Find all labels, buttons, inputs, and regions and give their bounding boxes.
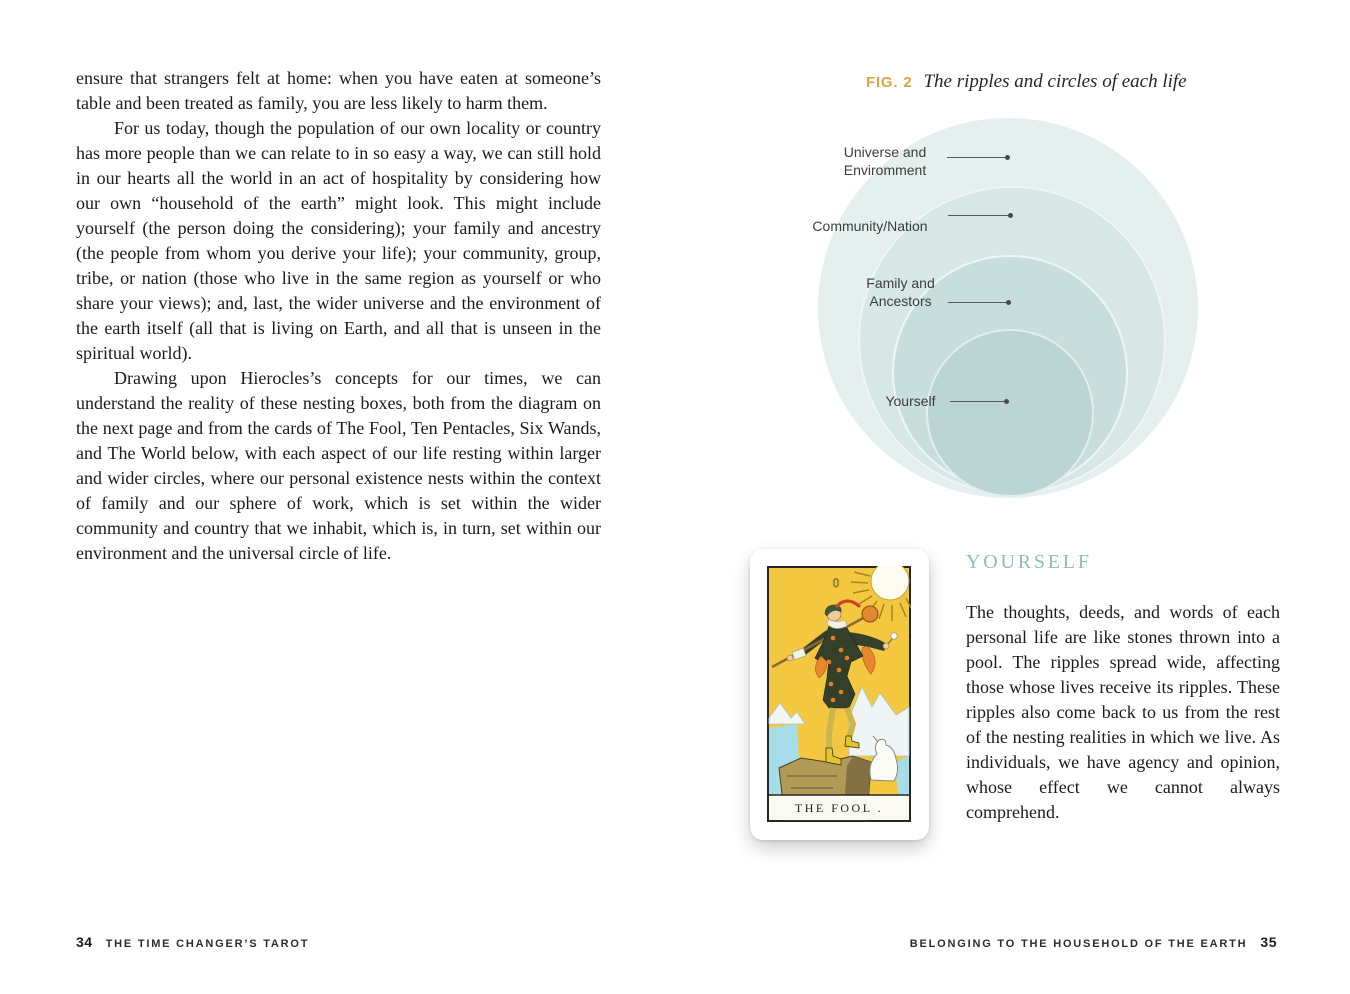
card-title: THE FOOL .: [794, 801, 884, 815]
connector-line: [948, 302, 1008, 303]
connector-dot: [1004, 399, 1009, 404]
label-line: Ancestors: [869, 293, 932, 309]
right-page-footer: [910, 934, 1277, 950]
body-paragraph: Drawing upon Hierocles’s concepts for our times, we can understand the reality of these nesting boxes, both from the diagram on the next page and from the cards of The Fool, Ten Pentacles, Six Wands, and The World below, with each aspect of our life resting within larger and wider circles, where our personal existence nests within the context of family and our sphere of work, which is set within the wider community and country that we inhabit, which is, in turn, set within our environment and the universal circle of life.: [76, 368, 601, 563]
page-number: 34: [76, 934, 93, 950]
body-paragraph: For us today, though the population of our own locality or country has more people than we can relate to in so easy a way, we can still hold in our hearts all the world in an act of hospitality by considering how our own “household of the earth” might look. This might include yourself (the person doing the considering); your family and ancestry (the people from whom you derive your life); your community, group, tribe, or nation (those who live in the same region as yourself or who share your views); and, last, the wider universe and the environment of the earth itself (all that is living on Earth, and all that is unseen in the spiritual world).: [76, 118, 601, 363]
connector-dot: [1006, 300, 1011, 305]
label-line: Universe and: [843, 144, 927, 160]
circle-yourself: [926, 329, 1094, 497]
section-heading: YOURSELF: [966, 551, 1092, 573]
connector-dot: [1008, 213, 1013, 218]
label-universe: [825, 143, 945, 179]
label-line: Family and: [866, 275, 935, 291]
label-family: [848, 274, 953, 310]
section-body: The thoughts, deeds, and words of each personal life are like stones thrown into a pool. The ripples spread wide, affecting those whose lives receive its ripples. These ripples also come back to us from the rest of the nesting realities in which we live. As individuals, we have agency and opinion, whose effect we cannot always comprehend.: [966, 602, 1280, 822]
card-numeral: 0: [832, 575, 840, 590]
body-paragraph: ensure that strangers felt at home: when you have eaten at someone’s table and been treated as family, you are less likely to harm them.: [76, 68, 601, 113]
figure-header: [866, 71, 1187, 93]
left-page-footer: [76, 934, 309, 950]
page-number: 35: [1260, 934, 1277, 950]
label-yourself: [878, 392, 943, 410]
connector-dot: [1005, 155, 1010, 160]
connector-line: [947, 157, 1007, 158]
figure-caption: The ripples and circles of each life: [923, 71, 1187, 92]
label-line: Yourself: [885, 393, 936, 409]
chapter-title: BELONGING TO THE HOUSEHOLD OF THE EARTH: [909, 938, 1248, 950]
connector-line: [950, 401, 1006, 402]
connector-line: [948, 215, 1010, 216]
book-title: THE TIME CHANGER’S TAROT: [105, 938, 310, 950]
fool-card-illustration: [767, 566, 911, 822]
label-line: Enviromment: [843, 162, 927, 178]
tarot-card-the-fool: [750, 549, 929, 840]
left-page-body: [76, 66, 601, 566]
label-line: Community/Nation: [812, 218, 928, 234]
card-caption-band: [769, 795, 909, 820]
ripples-diagram: [750, 110, 1280, 510]
label-community: [800, 217, 940, 235]
figure-label: FIG. 2: [866, 74, 913, 91]
